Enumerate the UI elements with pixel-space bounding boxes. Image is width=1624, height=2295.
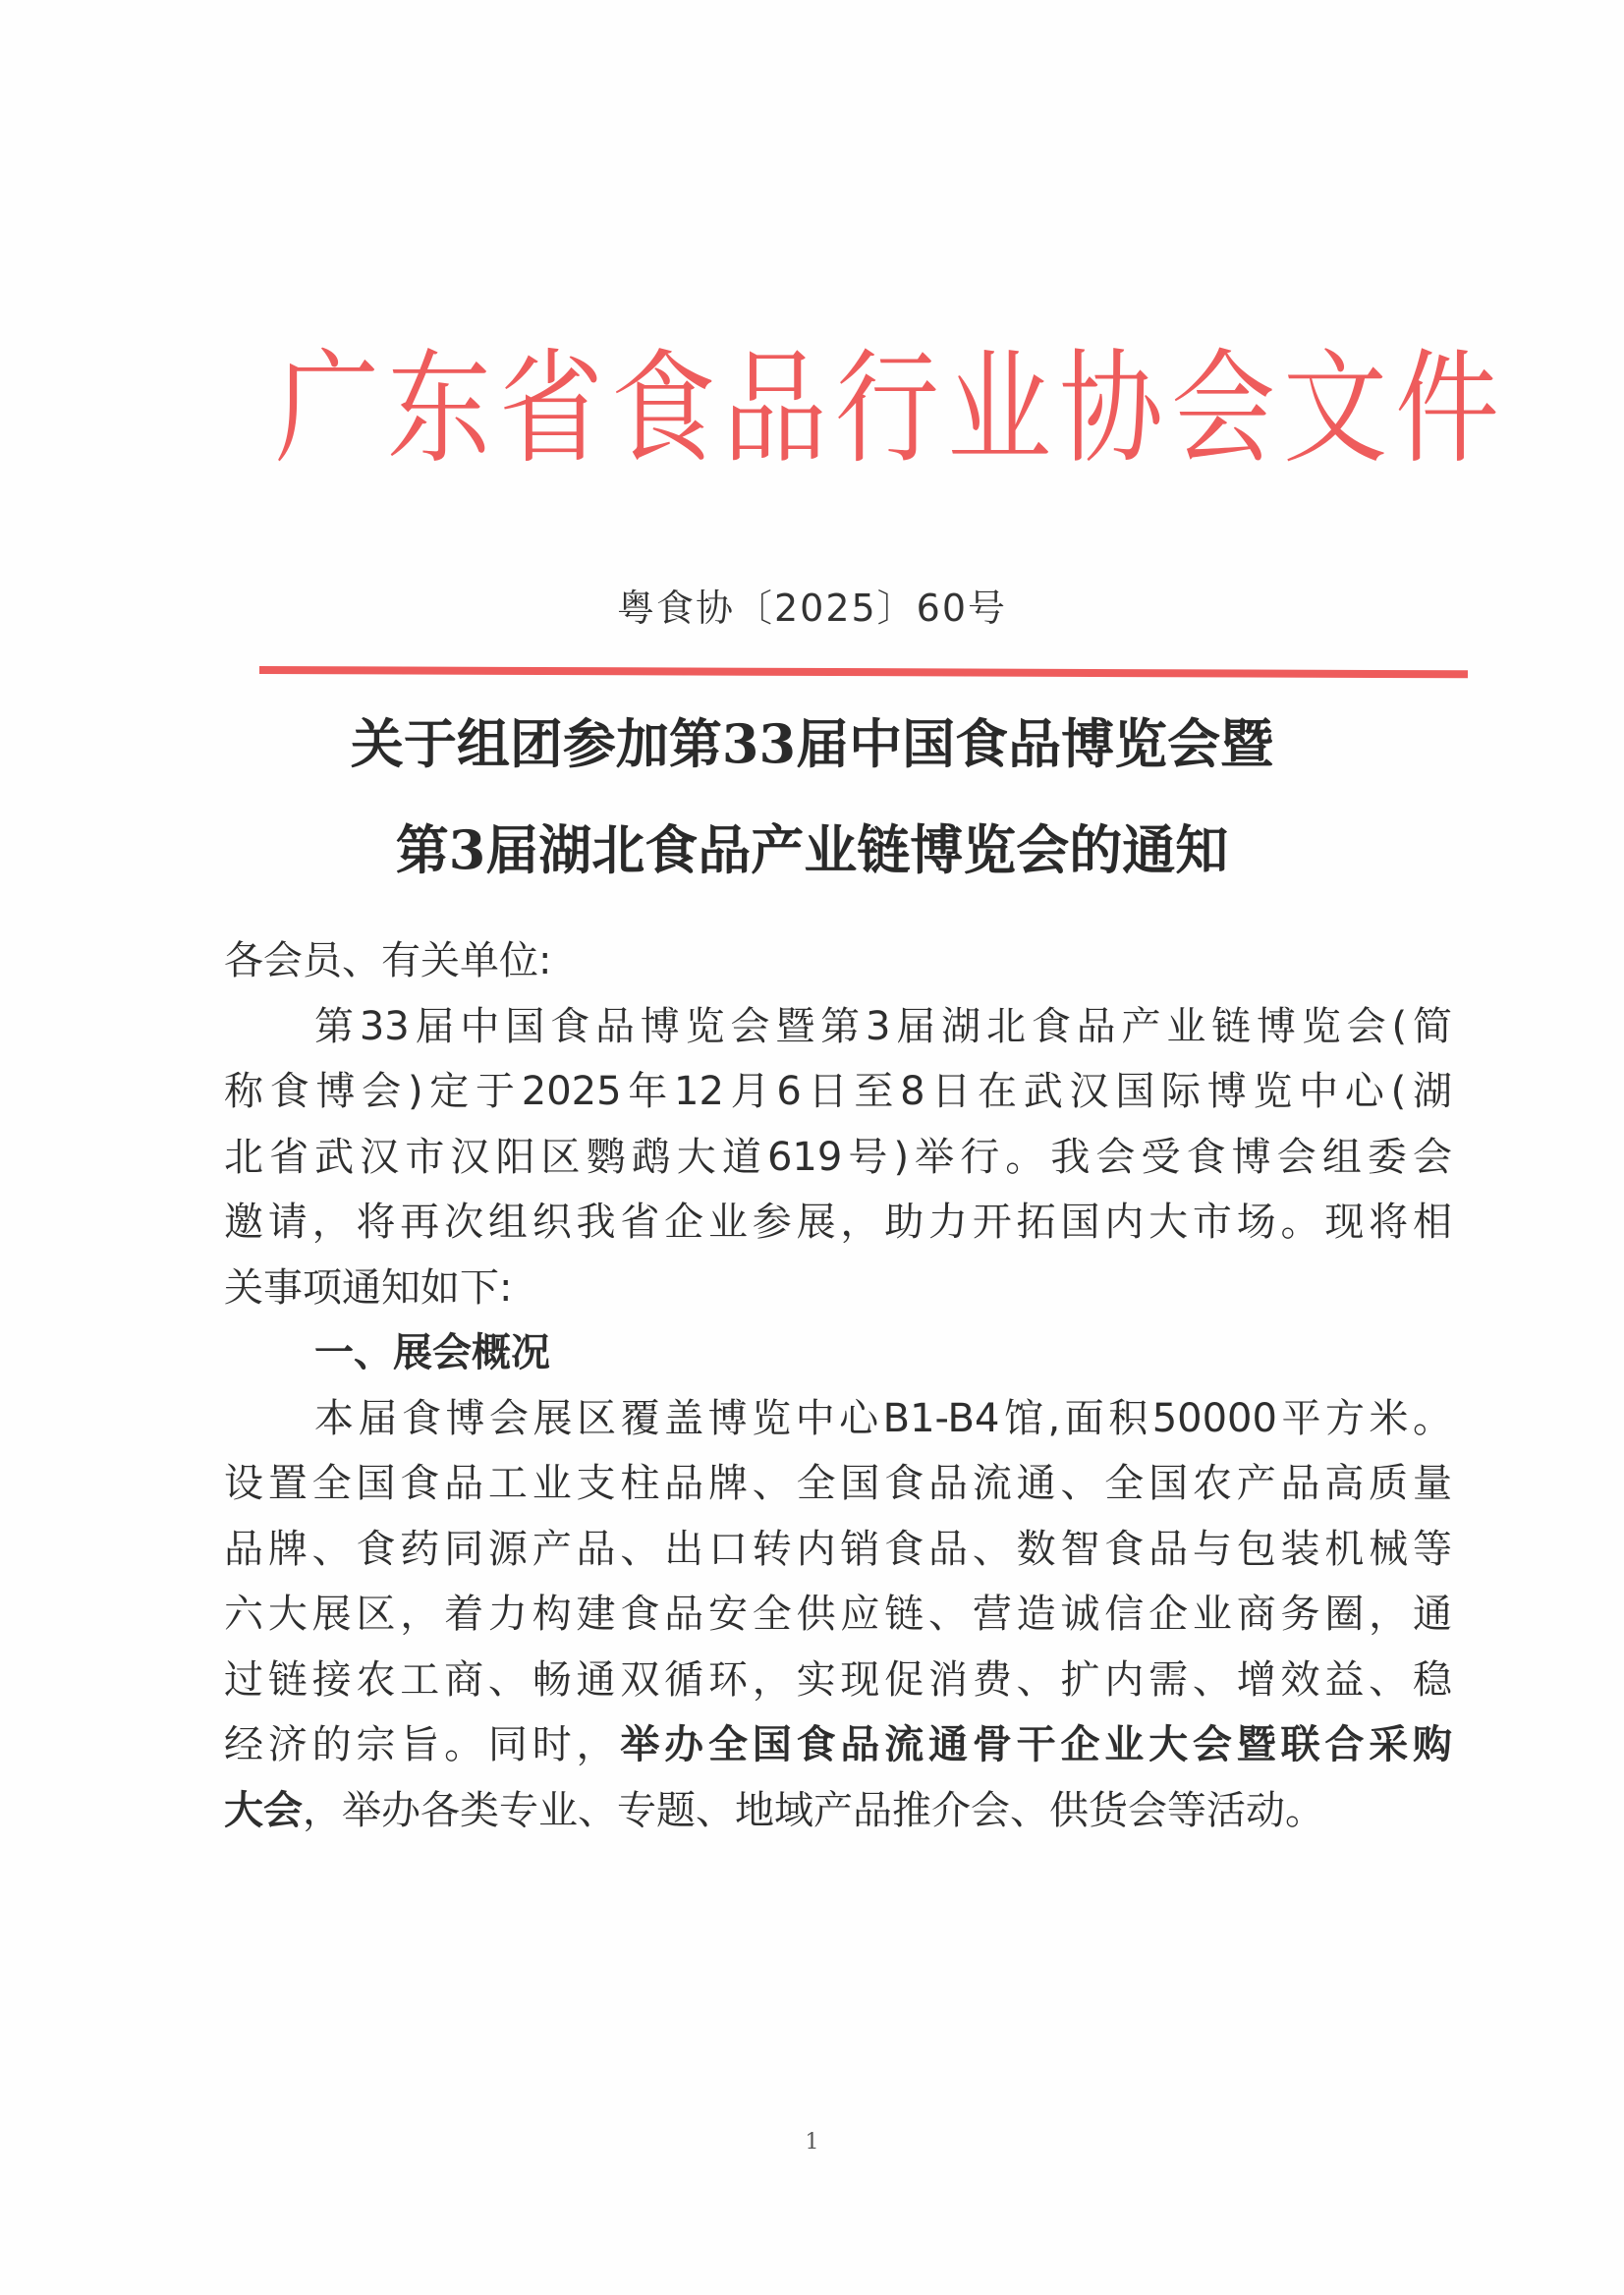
paragraph-1-line-1: 第33届中国食品博览会暨第3届湖北食品产业链博览会(简: [314, 1003, 1452, 1049]
section-1-line-6-bold: 举办全国食品流通骨干企业大会暨联合采购: [620, 1722, 1453, 1767]
notice-title-line-1: 关于组团参加第33届中国食品博览会暨: [350, 712, 1274, 775]
section-1-line-1: 本届食博会展区覆盖博览中心B1-B4馆,面积50000平方米。: [314, 1395, 1452, 1441]
section-1-line-4: 六大展区，着力构建食品安全供应链、营造诚信企业商务圈，通: [224, 1592, 1452, 1637]
paragraph-1-line-4: 邀请，将再次组织我省企业参展，助力开拓国内大市场。现将相: [224, 1200, 1452, 1245]
section-1-line-2: 设置全国食品工业支柱品牌、全国食品流通、全国农产品高质量: [224, 1461, 1452, 1506]
section-1-line-7: [224, 1778, 1452, 1844]
paragraph-1-line-5: 关事项通知如下:: [224, 1264, 513, 1311]
document-number: 粤食协〔2025〕60号: [616, 587, 1008, 630]
notice-title-line-2: 第3届湖北食品产业链博览会的通知: [395, 818, 1229, 881]
red-divider-rule: [259, 666, 1468, 678]
section-1-line-3: 品牌、食药同源产品、出口转内销食品、数智食品与包装机械等: [224, 1526, 1452, 1572]
section-1-line-5: 过链接农工商、畅通双循环，实现促消费、扩内需、增效益、稳: [224, 1656, 1452, 1703]
section-1-line-7-plain: ，举办各类专业、专题、地域产品推介会、供货会等活动。: [303, 1787, 1324, 1833]
paragraph-1-line-2: 称食博会)定于2025年12月6日至8日在武汉国际博览中心(湖: [224, 1069, 1452, 1114]
salutation: 各会员、有关单位:: [224, 938, 552, 983]
paragraph-1-line-3: 北省武汉市汉阳区鹦鹉大道619号)举行。我会受食博会组委会: [224, 1134, 1452, 1180]
masthead-title: 广东省食品行业协会文件: [275, 337, 1507, 480]
section-1-line-6: [224, 1712, 1452, 1778]
section-1-heading: 一、展会概况: [314, 1330, 550, 1375]
body-text: [224, 928, 1452, 1843]
section-1-line-6-plain: 经济的宗旨。同时，: [224, 1722, 621, 1767]
page-number: 1: [805, 2130, 819, 2155]
section-1-line-7-bold: 大会: [224, 1787, 303, 1833]
